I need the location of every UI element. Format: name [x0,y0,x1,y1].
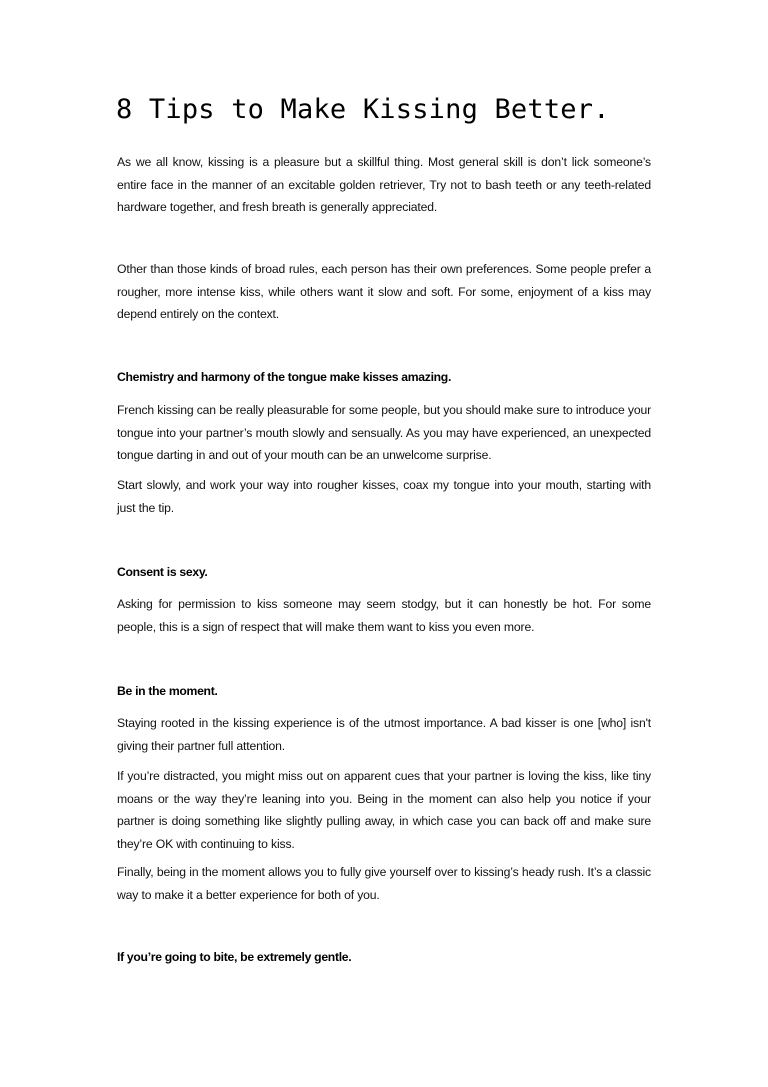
section-heading-consent: Consent is sexy. [117,565,208,579]
preferences-paragraph: Other than those kinds of broad rules, each person has their own preferences. Some people prefer a rougher, more intense kiss, while others want it slow and soft. For some, enjoyment of a kiss may depend entirely on the context. [117,262,651,322]
section-heading-moment: Be in the moment. [117,684,218,698]
section-heading-chemistry: Chemistry and harmony of the tongue make kisses amazing. [117,370,452,384]
distracted-paragraph: If you’re distracted, you might miss out on apparent cues that your partner is loving the kiss, like tiny moans or the way they’re leaning into you. Being in the moment can also help you notice if your partner is doing something like slightly pulling away, in which case you can back off and make sure they’re OK with continuing to kiss. [117,769,651,851]
finally-paragraph: Finally, being in the moment allows you to fully give yourself over to kissing’s heady rush. It’s a classic way to make it a better experience for both of you. [117,865,651,902]
document-title: 8 Tips to Make Kissing Better. [116,94,610,125]
start-slowly-paragraph: Start slowly, and work your way into rougher kisses, coax my tongue into your mouth, starting with just the tip. [117,478,651,515]
consent-paragraph: Asking for permission to kiss someone may seem stodgy, but it can honestly be hot. For some people, this is a sign of respect that will make them want to kiss you even more. [117,597,651,634]
intro-paragraph: As we all know, kissing is a pleasure but a skillful thing. Most general skill is don’t lick someone’s entire face in the manner of an excitable golden retriever, Try not to bash teeth or any teeth-related hardware together, and fresh breath is generally appreciated. [117,155,651,215]
rooted-paragraph: Staying rooted in the kissing experience is of the utmost importance. A bad kisser is one [who] isn't giving their partner full attention. [117,716,651,753]
french-kissing-paragraph: French kissing can be really pleasurable for some people, but you should make sure to introduce your tongue into your partner’s mouth slowly and sensually. As you may have experienced, an unexpected tongue darting in and out of your mouth can be an unwelcome surprise. [117,403,651,463]
section-heading-bite: If you’re going to bite, be extremely gentle. [117,950,352,964]
